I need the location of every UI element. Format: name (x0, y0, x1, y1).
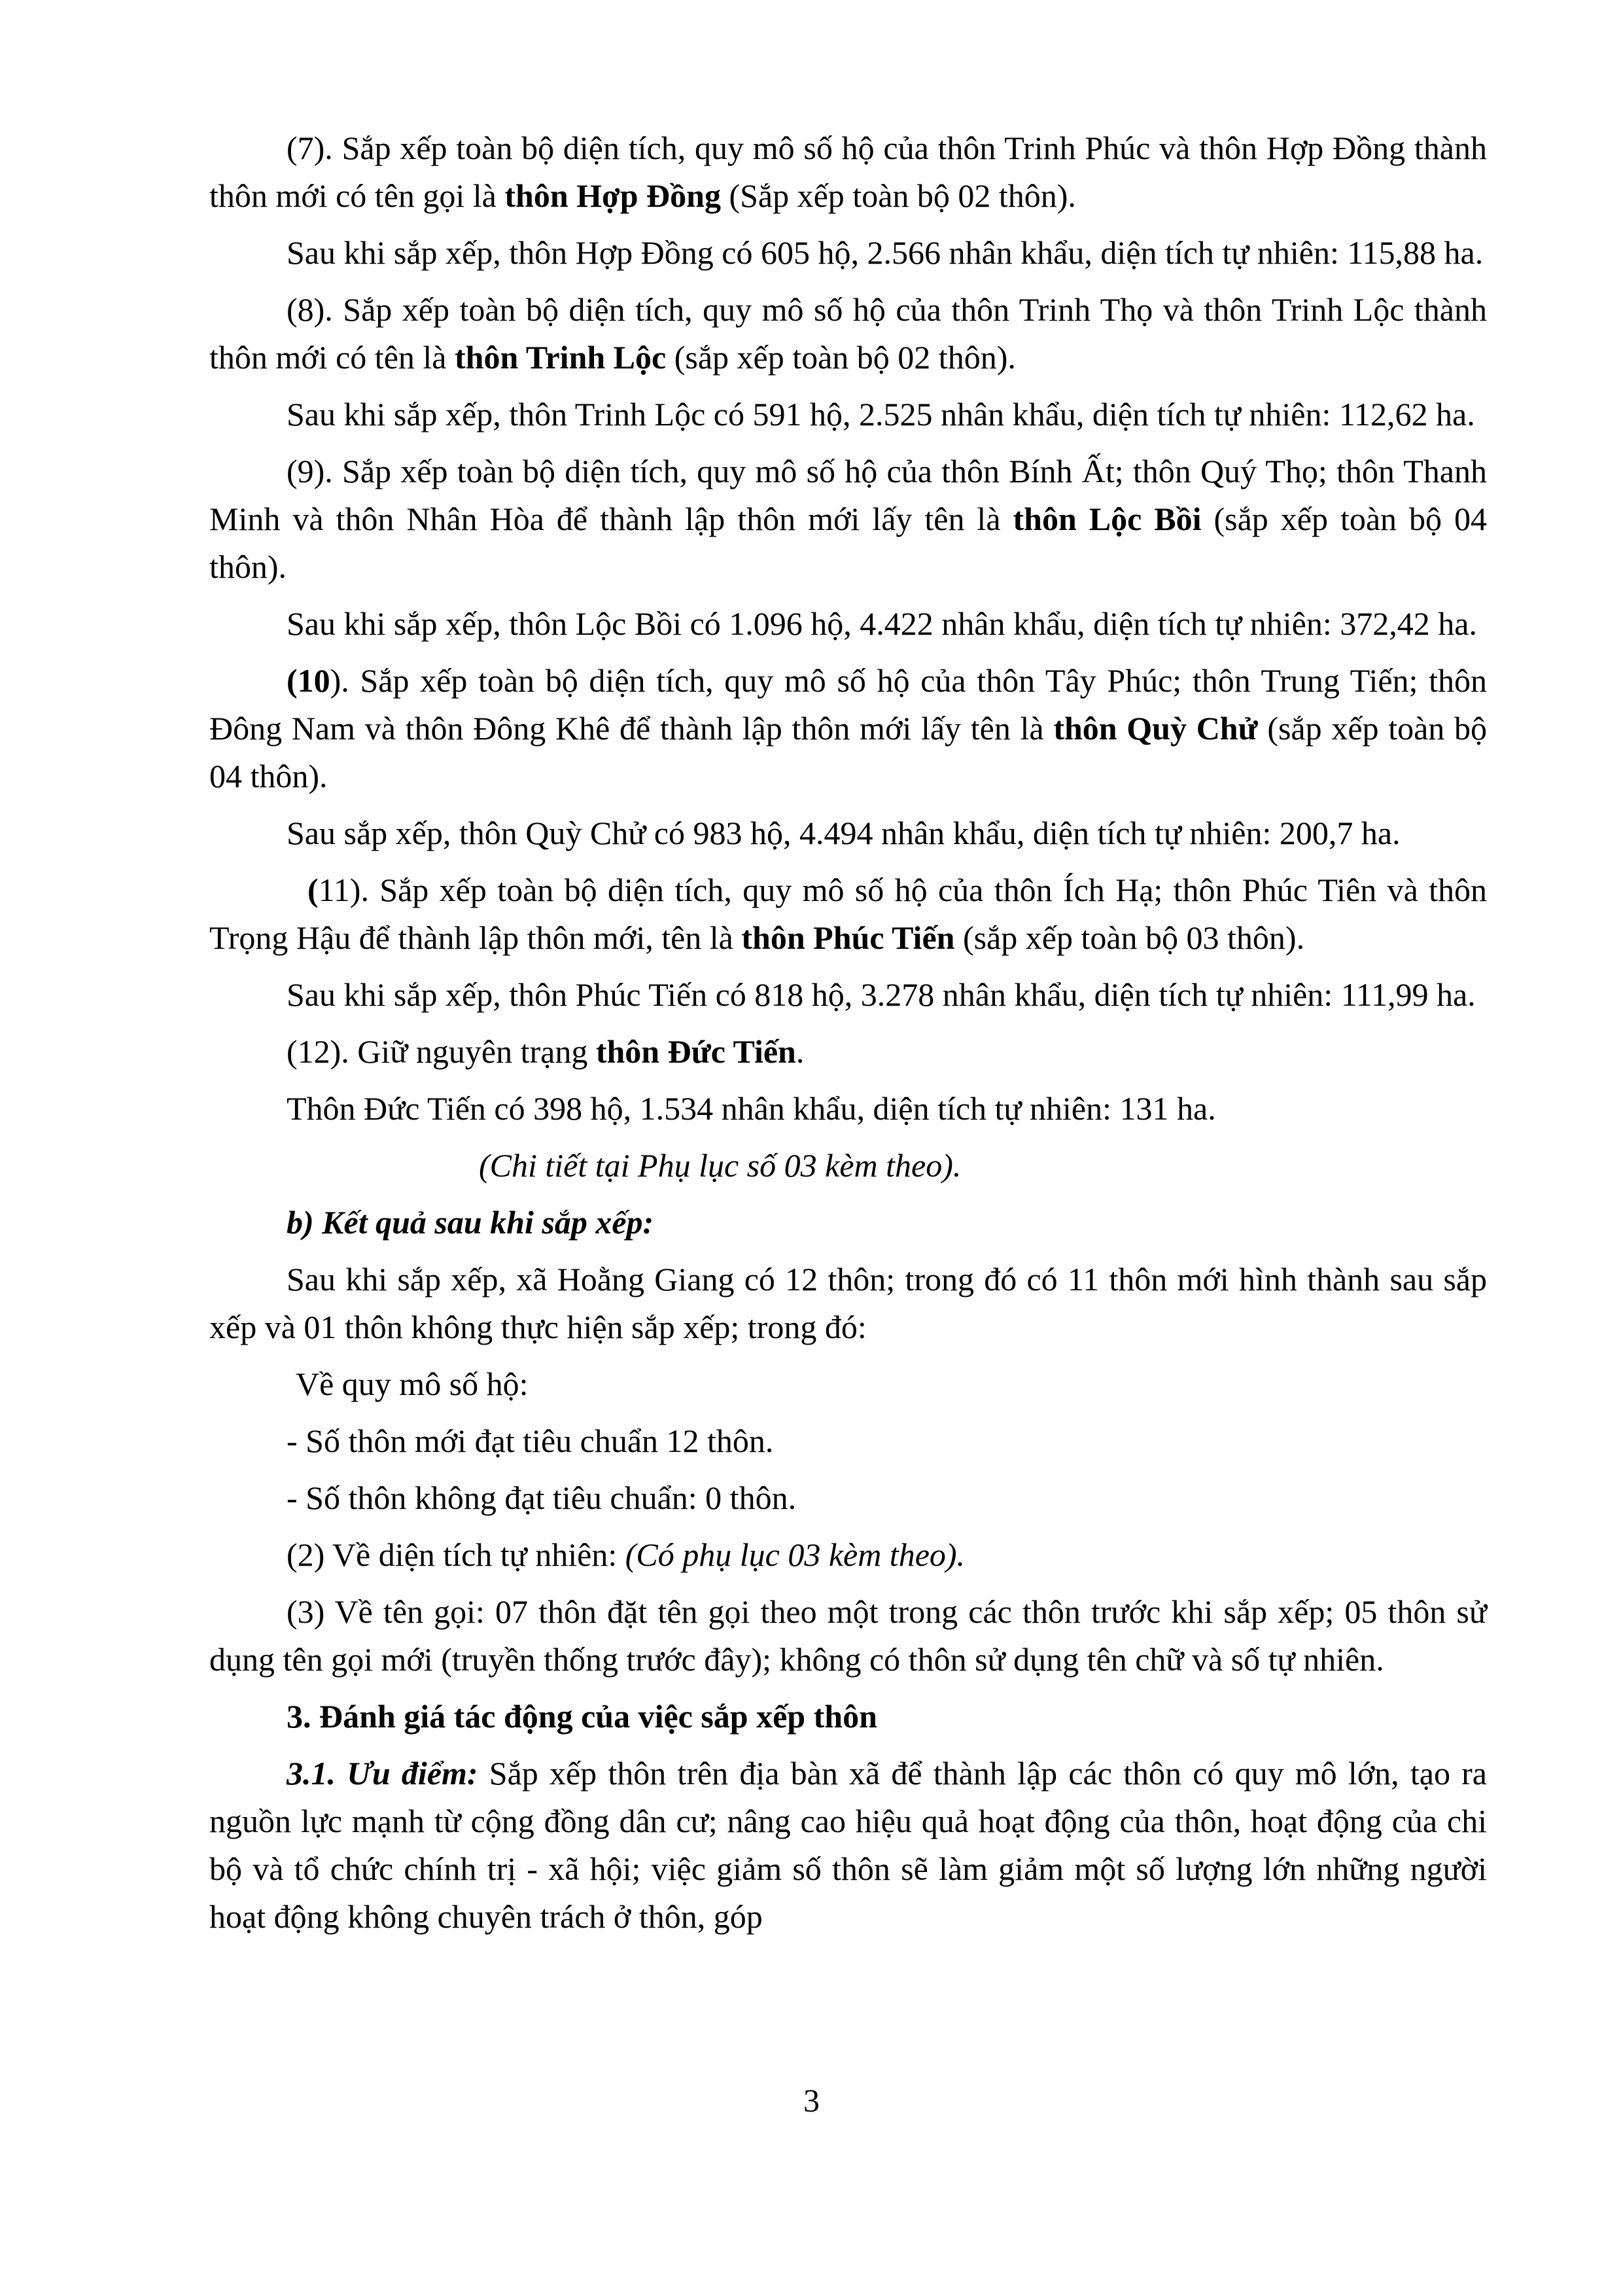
village-name-phuc-tien: thôn Phúc Tiến (741, 919, 955, 956)
document-body (209, 124, 1487, 1950)
section-b-heading: b) Kết quả sau khi sắp xếp: (287, 1204, 654, 1241)
village-name-hop-dong: thôn Hợp Đồng (504, 177, 721, 214)
section-3-1 (209, 1750, 1487, 1941)
paragraph-11-result: Sau khi sắp xếp, thôn Phúc Tiến có 818 hộ, 3.278 nhân khẩu, diện tích tự nhiên: 111,99 ha. (287, 976, 1476, 1013)
name-item: (3) Về tên gọi: 07 thôn đặt tên gọi theo một trong các thôn trước khi sắp xếp; 05 thôn sử dụng tên gọi mới (truyền thống trước đây); không có thôn sử dụng tên chữ và số tự nhiên. (209, 1593, 1487, 1678)
paragraph-10-text: ). Sắp xếp toàn bộ diện tích, quy mô số hộ của thôn Tây Phúc; thôn Trung Tiến; thôn Đông Nam và thôn Đông Khê để thành lập thôn mới lấy tên là (209, 662, 1487, 747)
paragraph-11-tail: (sắp xếp toàn bộ 03 thôn). (954, 919, 1305, 956)
paragraph-10-tail: (sắp xếp toàn bộ 04 thôn). (209, 710, 1488, 794)
scale-heading: Về quy mô số hộ: (296, 1366, 529, 1402)
paragraph-12-result: Thôn Đức Tiến có 398 hộ, 1.534 nhân khẩu, diện tích tự nhiên: 131 ha. (287, 1090, 1216, 1127)
paragraph-9-tail: (sắp xếp toàn bộ 04 thôn). (209, 501, 1487, 585)
section-b-intro: Sau khi sắp xếp, xã Hoằng Giang có 12 thôn; trong đó có 11 thôn mới hình thành sau sắp xếp và 01 thôn không thực hiện sắp xếp; trong đó: (209, 1261, 1487, 1345)
paragraph-11-number: ( (307, 872, 319, 908)
village-name-quy-chu: thôn Quỳ Chử (1053, 710, 1258, 747)
paragraph-12-text: (12). Giữ nguyên trạng (287, 1033, 596, 1070)
paragraph-8 (209, 286, 1487, 381)
paragraph-8-result: Sau khi sắp xếp, thôn Trinh Lộc có 591 hộ, 2.525 nhân khẩu, diện tích tự nhiên: 112,62 ha. (287, 396, 1475, 433)
paragraph-7 (209, 124, 1487, 220)
paragraph-11 (209, 866, 1487, 962)
village-name-duc-tien: thôn Đức Tiến (595, 1033, 796, 1070)
paragraph-12-tail: . (795, 1033, 805, 1070)
paragraph-8-text: (8). Sắp xếp toàn bộ diện tích, quy mô số hộ của thôn Trinh Thọ và thôn Trinh Lộc thành thôn mới có tên là (209, 291, 1487, 376)
paragraph-10 (209, 657, 1487, 800)
scale-item-1: - Số thôn mới đạt tiêu chuẩn 12 thôn. (287, 1422, 774, 1459)
paragraph-9 (209, 448, 1487, 591)
paragraph-7-tail: (Sắp xếp toàn bộ 02 thôn). (720, 177, 1076, 214)
village-name-trinh-loc: thôn Trinh Lộc (454, 339, 667, 376)
page-number: 3 (803, 2082, 820, 2119)
paragraph-9-text: (9). Sắp xếp toàn bộ diện tích, quy mô số hộ của thôn Bính Ất; thôn Quý Thọ; thôn Thanh Minh và thôn Nhân Hòa để thành lập thôn mới lấy tên là (209, 453, 1487, 537)
area-item (209, 1531, 1487, 1579)
section-3-1-text: Sắp xếp thôn trên địa bàn xã để thành lập các thôn có quy mô lớn, tạo ra nguồn lực mạnh từ cộng đồng dân cư; nâng cao hiệu quả hoạt động của thôn, hoạt động của chi bộ và tổ chức chính trị - xã hội; việc giảm số thôn sẽ làm giảm một số lượng lớn những người hoạt động không chuyên trách ở thôn, góp (209, 1755, 1487, 1935)
appendix-note: (Chi tiết tại Phụ lục số 03 kèm theo). (479, 1147, 962, 1184)
paragraph-7-text: (7). Sắp xếp toàn bộ diện tích, quy mô số hộ của thôn Trinh Phúc và thôn Hợp Đồng thành thôn mới có tên gọi là (209, 130, 1487, 214)
paragraph-8-tail: (sắp xếp toàn bộ 02 thôn). (666, 339, 1016, 376)
section-3-1-heading: 3.1. Ưu điểm: (287, 1755, 478, 1792)
paragraph-9-result: Sau khi sắp xếp, thôn Lộc Bồi có 1.096 hộ, 4.422 nhân khẩu, diện tích tự nhiên: 372,42 ha. (287, 605, 1477, 642)
paragraph-10-result: Sau sắp xếp, thôn Quỳ Chử có 983 hộ, 4.494 nhân khẩu, diện tích tự nhiên: 200,7 ha. (287, 815, 1401, 851)
scale-item-2: - Số thôn không đạt tiêu chuẩn: 0 thôn. (287, 1479, 797, 1516)
paragraph-10-number: (10 (287, 662, 330, 699)
section-3-heading: 3. Đánh giá tác động của việc sắp xếp thôn (287, 1698, 877, 1735)
village-name-loc-boi: thôn Lộc Bồi (1013, 501, 1202, 537)
area-item-text: (2) Về diện tích tự nhiên: (287, 1536, 625, 1573)
paragraph-11-text: 11). Sắp xếp toàn bộ diện tích, quy mô số hộ của thôn Ích Hạ; thôn Phúc Tiên và thôn Trọng Hậu để thành lập thôn mới, tên là (209, 872, 1487, 956)
paragraph-7-result: Sau khi sắp xếp, thôn Hợp Đồng có 605 hộ, 2.566 nhân khẩu, diện tích tự nhiên: 115,88 ha. (287, 234, 1484, 271)
paragraph-12 (209, 1028, 1487, 1076)
area-item-note: (Có phụ lục 03 kèm theo). (625, 1536, 966, 1573)
